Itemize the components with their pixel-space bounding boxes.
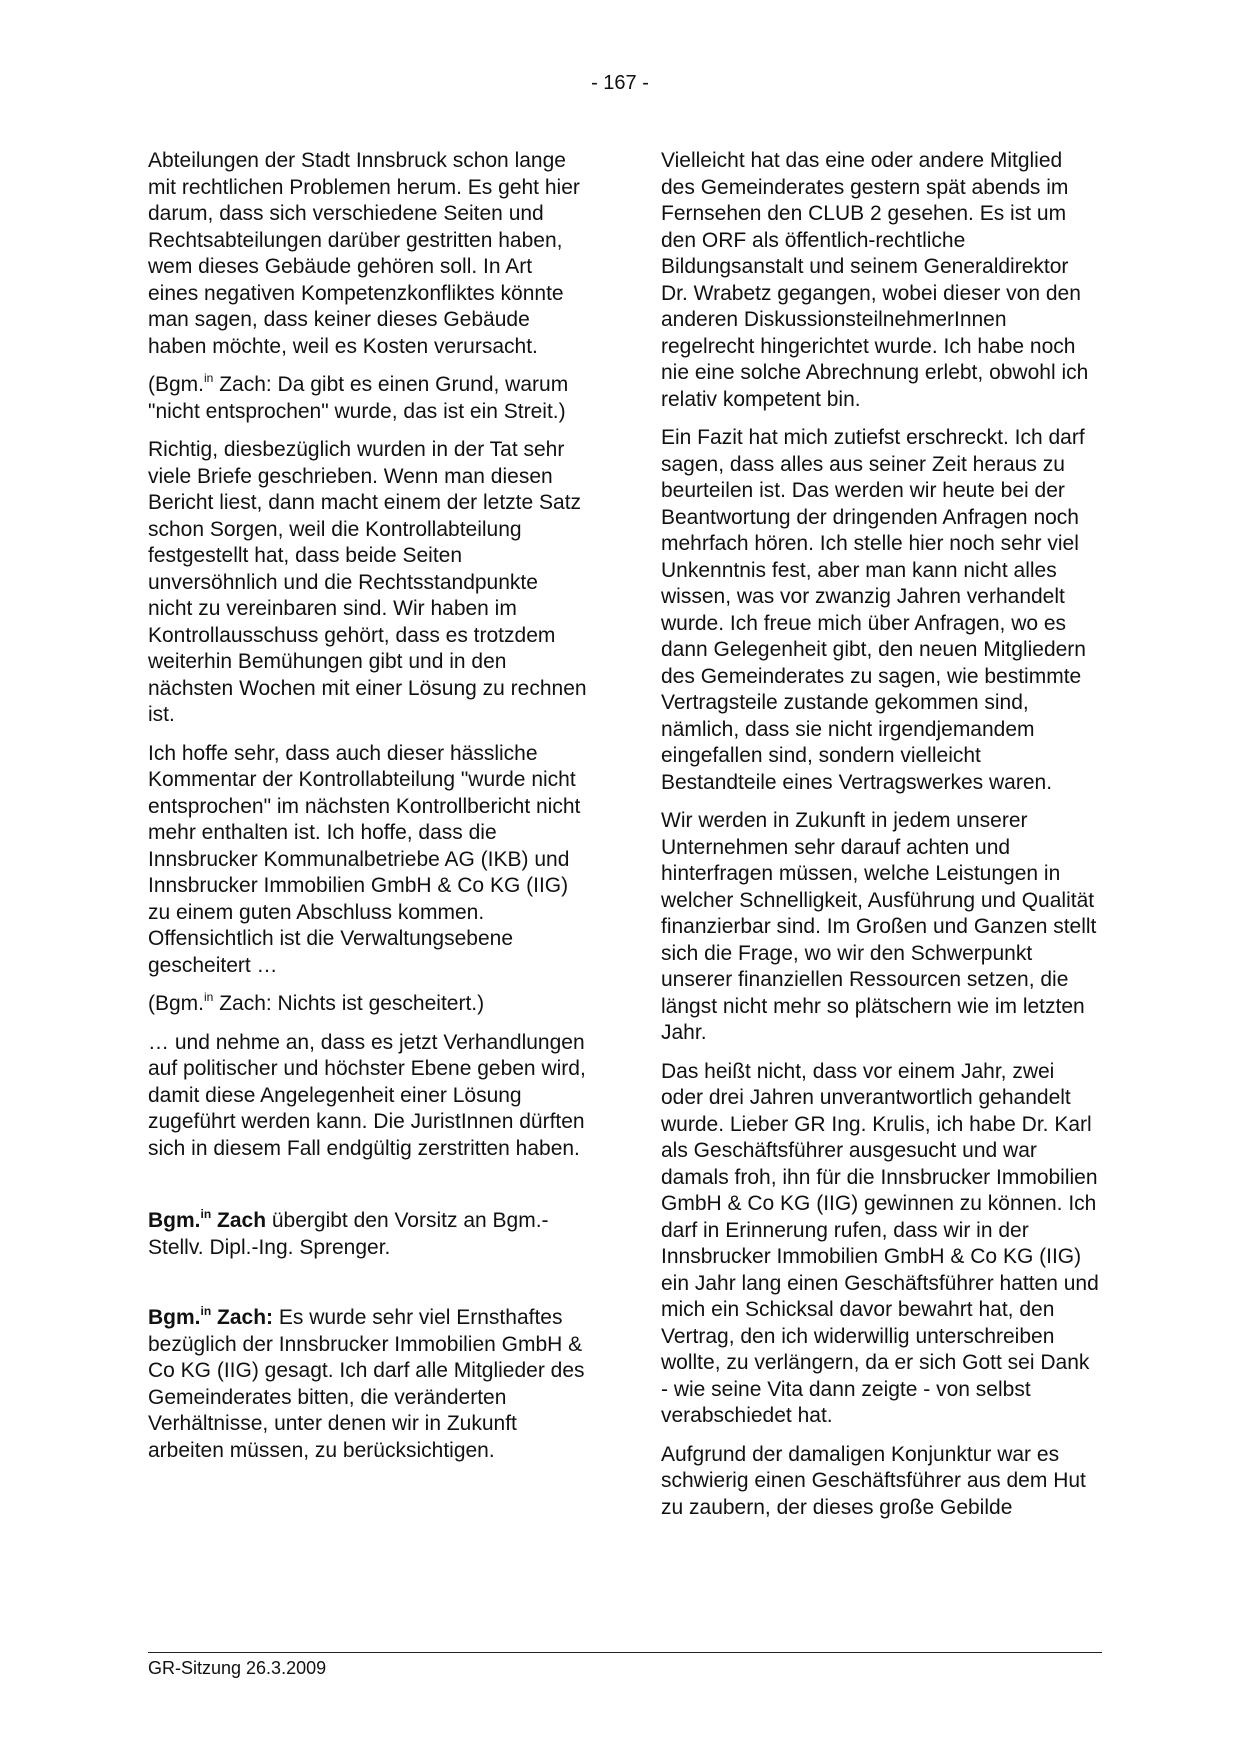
speaker-name <box>148 1209 266 1232</box>
interjection-text: Zach: Nichts ist gescheitert.) <box>213 992 485 1015</box>
superscript: in <box>204 990 214 1004</box>
footer-divider <box>148 1652 1102 1653</box>
left-column <box>148 148 588 1476</box>
paragraph: Aufgrund der damaligen Konjunktur war es schwierig einen Geschäftsführer aus dem Hut zu zaubern, der dieses große Gebilde <box>661 1442 1086 1519</box>
speaker-title: Bgm. <box>148 1306 201 1329</box>
speaker-surname: Zach: <box>211 1306 274 1329</box>
page-number: - 167 - <box>591 72 649 94</box>
paragraph: Wir werden in Zukunft in jedem unserer Unternehmen sehr darauf achten und hinterfragen müssen, welche Leistungen in welcher Schnelligkeit, Ausführung und Qualität finanzierbar sind. Im Großen und Ganzen stellt sich die Frage, wo wir den Schwerpunkt unserer finanziellen Ressourcen setzen, die längst nicht mehr so plätschern wie im letzten Jahr. <box>661 809 1097 1044</box>
paragraph: Richtig, diesbezüglich wurden in der Tat sehr viele Briefe geschrieben. Wenn man diesen Bericht liest, dann macht einem der letzte Satz schon Sorgen, weil die Kontrollabteilung festgestellt hat, dass beide Seiten unversöhnlich und die Rechtsstandpunkte nicht zu vereinbaren sind. Wir haben im Kontrollausschuss gehört, dass es trotzdem weiterhin Bemühungen gibt und in den nächsten Wochen mit einer Lösung zu rechnen ist. <box>148 438 587 726</box>
paragraph: Das heißt nicht, dass vor einem Jahr, zwei oder drei Jahren unverantwortlich gehandelt wurde. Lieber GR Ing. Krulis, ich habe Dr. Karl als Geschäftsführer ausgesucht und war damals froh, ihn für die Innsbrucker Immobilien GmbH & Co KG (IIG) gewinnen zu können. Ich darf in Erinnerung rufen, dass wir in der Innsbrucker Immobilien GmbH & Co KG (IIG) ein Jahr lang einen Geschäftsführer hatten und mich ein Schicksal davor bewahrt hat, den Vertrag, den ich widerwillig unterschreiben wollte, zu verlängern, da er sich Gott sei Dank - wie seine Vita dann zeigte - von selbst verabschiedet hat. <box>661 1059 1099 1427</box>
paragraph: Abteilungen der Stadt Innsbruck schon lange mit rechtlichen Problemen herum. Es geht hier darum, dass sich verschiedene Seiten und Rechtsabteilungen darüber gestritten haben, wem dieses Gebäude gehören soll. In Art eines negativen Kompetenzkonfliktes könnte man sagen, dass keiner dieses Gebäude haben möchte, weil es Kosten verursacht. <box>148 149 580 358</box>
paragraph: … und nehme an, dass es jetzt Verhandlungen auf politischer und höchster Ebene geben wird, damit diese Angelegenheit einer Lösung zugeführt werden kann. Die JuristInnen dürften sich in diesem Fall endgültig zerstritten haben. <box>148 1030 586 1160</box>
interjection-text: Zach: Da gibt es einen Grund, warum "nicht entsprochen" wurde, das ist ein Streit.) <box>148 373 569 423</box>
speech <box>148 1305 588 1464</box>
footer-session-date: GR-Sitzung 26.3.2009 <box>148 1658 327 1678</box>
paragraph: Ich hoffe sehr, dass auch dieser hässliche Kommentar der Kontrollabteilung "wurde nicht entsprochen" im nächsten Kontrollbericht nicht mehr enthalten ist. Ich hoffe, dass die Innsbrucker Kommunalbetriebe AG (IKB) und Innsbrucker Immobilien GmbH & Co KG (IIG) zu einem guten Abschluss kommen. Offensichtlich ist die Verwaltungsebene gescheitert … <box>148 741 581 977</box>
speech-text: Es wurde sehr viel Ernsthaftes bezüglich der Innsbrucker Immobilien GmbH & Co KG (IIG) gesagt. Ich darf alle Mitglieder des Gemeinderates bitten, die veränderten Verhältnisse, unter denen wir in Zukunft arbeiten müssen, zu berücksichtigen. <box>148 1306 585 1462</box>
speaker-surname: Zach <box>211 1209 267 1232</box>
paragraph: Ein Fazit hat mich zutiefst erschreckt. Ich darf sagen, dass alles aus seiner Zeit heraus zu beurteilen ist. Das werden wir heute bei der Beantwortung der dringenden Anfragen noch mehrfach hören. Ich stelle hier noch sehr viel Unkenntnis fest, aber man kann nicht alles wissen, was vor zwanzig Jahren verhandelt wurde. Ich freue mich über Anfragen, wo es dann Gelegenheit gibt, den neuen Mitgliedern des Gemeinderates zu sagen, wie bestimmte Vertragsteile zustande gekommen sind, nämlich, dass sie nicht irgendjemandem eingefallen sind, sondern vielleicht Bestandteile eines Vertragswerkes waren. <box>661 426 1086 794</box>
interjection-speaker: (Bgm. <box>148 992 205 1015</box>
interjection-speaker: (Bgm. <box>148 373 205 396</box>
right-column <box>661 148 1101 1533</box>
handover-text: übergibt den Vorsitz an Bgm.-Stellv. Dipl.-Ing. Sprenger. <box>148 1209 549 1259</box>
paragraph: Vielleicht hat das eine oder andere Mitglied des Gemeinderates gestern spät abends im Fernsehen den CLUB 2 gesehen. Es ist um den ORF als öffentlich-rechtliche Bildungsanstalt und seinem Generaldirektor Dr. Wrabetz gegangen, wobei dieser von den anderen DiskussionsteilnehmerInnen regelrecht hingerichtet wurde. Ich habe noch nie eine solche Abrechnung erlebt, obwohl ich relativ kompetent bin. <box>661 149 1089 411</box>
interjection <box>148 372 588 425</box>
speaker-title: Bgm. <box>148 1209 201 1232</box>
speaker-name <box>148 1306 273 1329</box>
chair-handover <box>148 1208 588 1261</box>
superscript: in <box>204 371 214 385</box>
superscript: in <box>200 1304 212 1318</box>
interjection <box>148 991 588 1018</box>
superscript: in <box>200 1207 212 1221</box>
